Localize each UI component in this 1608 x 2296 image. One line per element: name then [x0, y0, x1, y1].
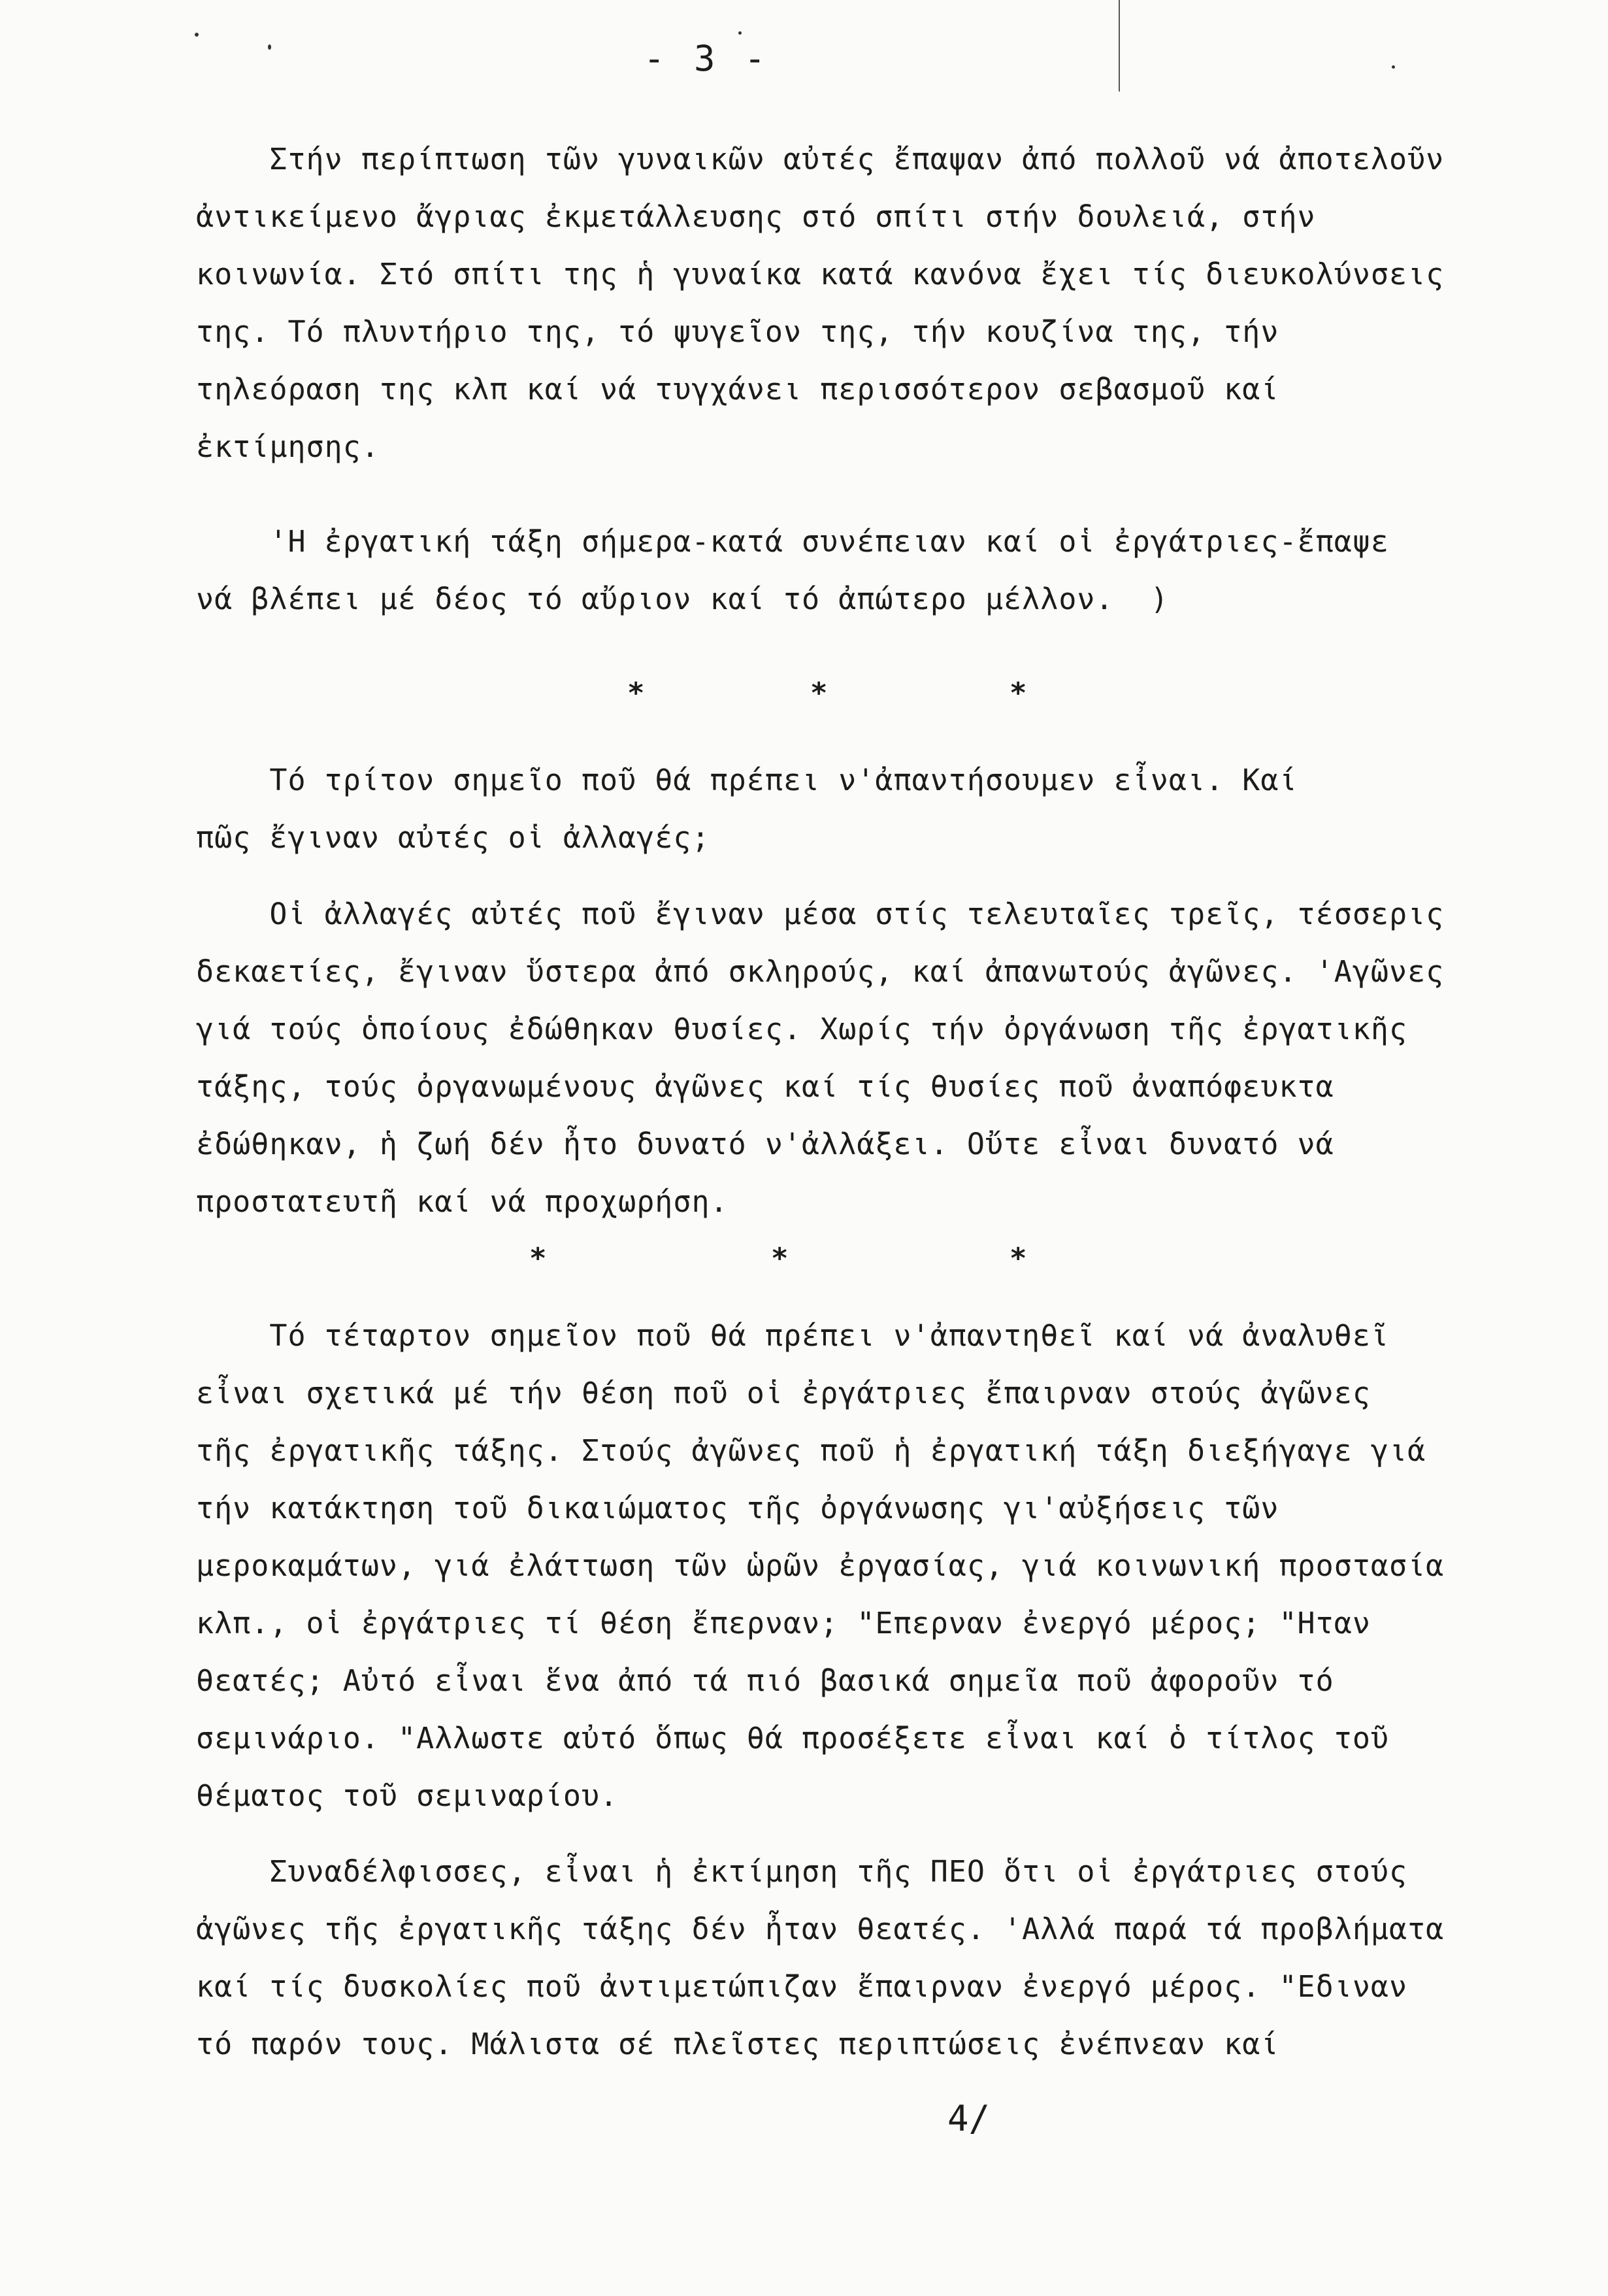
page-number: - 3 - [644, 38, 770, 79]
text-line: τήν κατάκτηση τοῦ δικαιώματος τῆς ὀργάνωσης γι'αὐξήσεις τῶν [196, 1491, 1279, 1525]
continuation-marker: 4/ [947, 2098, 991, 2139]
separator-star: * [810, 676, 828, 710]
separator-star: * [771, 1242, 789, 1275]
text-line: προστατευτῆ καί νά προχωρήση. [196, 1184, 729, 1219]
paragraph-4 [196, 886, 1535, 1231]
text-line: τάξης, τούς ὀργανωμένους ἀγῶνες καί τίς θυσίες ποῦ ἀναπόφευκτα [196, 1069, 1334, 1104]
scan-speck [1392, 65, 1395, 69]
text-line: ἀγῶνες τῆς ἐργατικῆς τάξης δέν ἦταν θεατές. 'Αλλά παρά τά προβλήματα [196, 1912, 1445, 1946]
text-line: δεκαετίες, ἔγιναν ὕστερα ἀπό σκληρούς, καί ἀπανωτούς ἀγῶνες. 'Αγῶνες [196, 954, 1445, 989]
paragraph-1 [196, 131, 1535, 476]
paragraph-2 [196, 513, 1535, 628]
separator-star: * [1009, 1242, 1027, 1275]
text-line: Στήν περίπτωση τῶν γυναικῶν αὐτές ἔπαψαν ἀπό πολλοῦ νά ἀποτελοῦν [196, 142, 1445, 176]
text-line: Τό τρίτον σημεῖο ποῦ θά πρέπει ν'ἀπαντήσουμεν εἶναι. Καί [196, 763, 1298, 797]
text-line: τό παρόν τους. Μάλιστα σέ πλεῖστες περιπτώσεις ἐνέπνεαν καί [196, 2027, 1279, 2061]
text-line: κοινωνία. Στό σπίτι της ἡ γυναίκα κατά κανόνα ἔχει τίς διευκολύνσεις [196, 257, 1445, 291]
text-line: Τό τέταρτον σημεῖον ποῦ θά πρέπει ν'ἀπαντηθεῖ καί νά ἀναλυθεῖ [196, 1318, 1389, 1353]
text-line: πῶς ἔγιναν αὐτές οἱ ἀλλαγές; [196, 820, 710, 855]
text-line: θεατές; Αὐτό εἶναι ἕνα ἀπό τά πιό βασικά σημεῖα ποῦ ἀφοροῦν τό [196, 1663, 1334, 1698]
text-line: θέματος τοῦ σεμιναρίου. [196, 1778, 619, 1813]
text-line: Οἱ ἀλλαγές αὐτές ποῦ ἔγιναν μέσα στίς τελευταῖες τρεῖς, τέσσερις [196, 897, 1445, 931]
text-line: της. Τό πλυντήριο της, τό ψυγεῖον της, τήν κουζίνα της, τήν [196, 314, 1279, 349]
text-line: Συναδέλφισσες, εἶναι ἡ ἐκτίμηση τῆς ΠΕΟ ὅτι οἱ ἐργάτριες στούς [196, 1854, 1408, 1889]
separator-star: * [627, 676, 645, 710]
text-line: εἶναι σχετικά μέ τήν θέση ποῦ οἱ ἐργάτριες ἔπαιρναν στούς ἀγῶνες [196, 1376, 1371, 1410]
text-line: καί τίς δυσκολίες ποῦ ἀντιμετώπιζαν ἔπαιρναν ἐνεργό μέρος. "Εδιναν [196, 1969, 1408, 2004]
scan-speck [195, 33, 199, 37]
section-separator [196, 676, 1535, 716]
text-line: ἐδώθηκαν, ἡ ζωή δέν ἦτο δυνατό ν'ἀλλάξει. Οὔτε εἶναι δυνατό νά [196, 1127, 1334, 1161]
paragraph-6 [196, 1843, 1535, 2073]
text-line: τηλεόραση της κλπ καί νά τυγχάνει περισσότερον σεβασμοῦ καί [196, 372, 1279, 407]
scan-speck [268, 44, 271, 50]
text-line: μεροκαμάτων, γιά ἐλάττωση τῶν ὡρῶν ἐργασίας, γιά κοινωνική προστασία [196, 1548, 1445, 1583]
text-line: 'Η ἐργατική τάξη σήμερα-κατά συνέπειαν καί οἱ ἐργάτριες-ἔπαψε [196, 524, 1389, 559]
text-line: νά βλέπει μέ δέος τό αὔριον καί τό ἀπώτερο μέλλον. ) [196, 582, 1169, 616]
scan-speck [738, 31, 742, 35]
text-line: κλπ., οἱ ἐργάτριες τί θέση ἔπερναν; "Επερναν ἐνεργό μέρος; "Ηταν [196, 1606, 1371, 1640]
separator-star: * [529, 1242, 547, 1275]
paragraph-3 [196, 752, 1535, 867]
margin-fold-line [1119, 0, 1120, 92]
separator-star: * [1009, 676, 1027, 710]
section-separator [196, 1242, 1535, 1281]
text-line: ἐκτίμησης. [196, 429, 380, 464]
text-line: τῆς ἐργατικῆς τάξης. Στούς ἀγῶνες ποῦ ἡ ἐργατική τάξη διεξήγαγε γιά [196, 1433, 1426, 1468]
text-line: γιά τούς ὁποίους ἐδώθηκαν θυσίες. Χωρίς τήν ὀργάνωση τῆς ἐργατικῆς [196, 1012, 1408, 1046]
text-line: ἀντικείμενο ἄγριας ἐκμετάλλευσης στό σπίτι στήν δουλειά, στήν [196, 199, 1316, 234]
paragraph-5 [196, 1307, 1535, 1825]
text-line: σεμινάριο. "Αλλωστε αὐτό ὅπως θά προσέξετε εἶναι καί ὁ τίτλος τοῦ [196, 1721, 1389, 1755]
